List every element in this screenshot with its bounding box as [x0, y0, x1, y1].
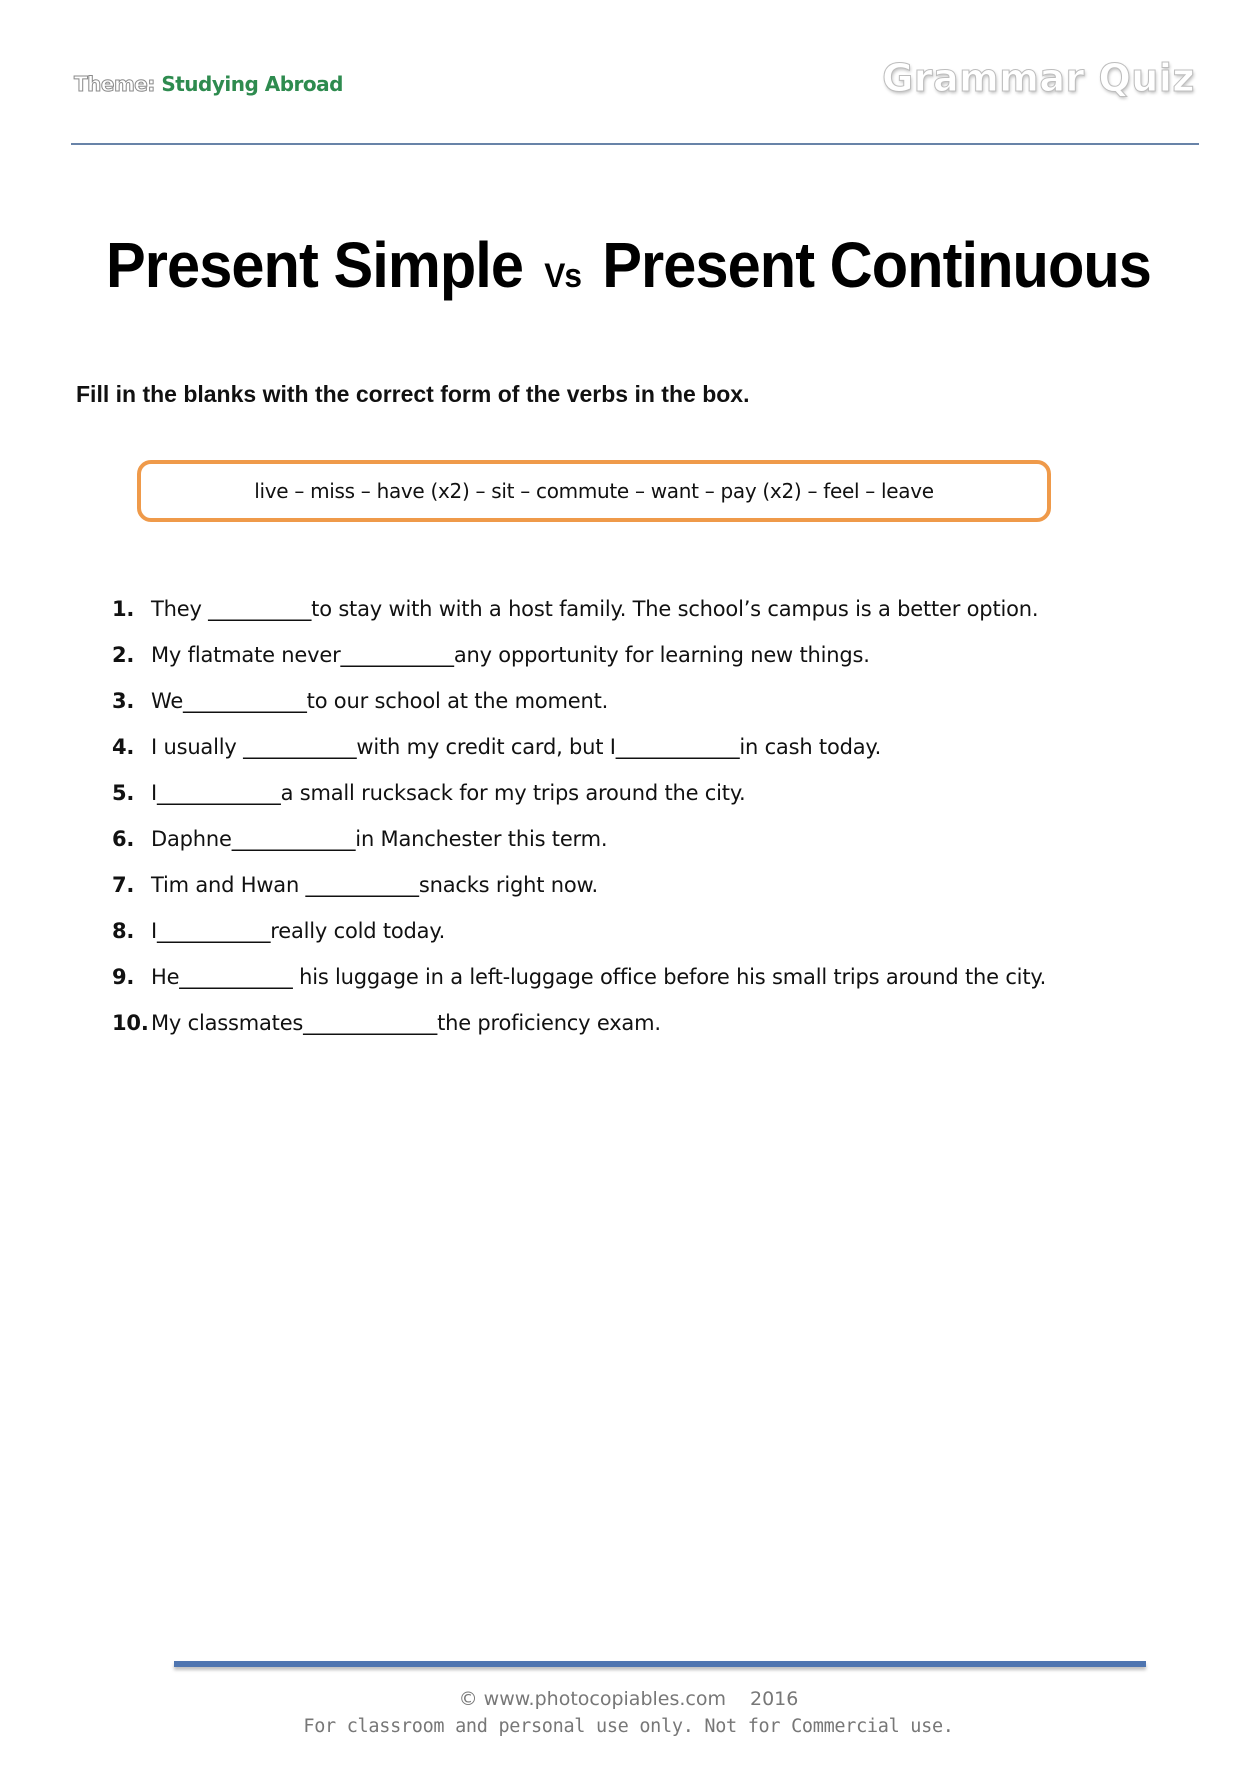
question-number: 8. [112, 919, 135, 943]
header-divider [71, 143, 1199, 145]
question-text: They __________to stay with with a host family. The school’s campus is a better option. [151, 597, 1039, 621]
instructions: Fill in the blanks with the correct form of the verbs in the box. [76, 381, 750, 407]
question-text: My classmates_____________the proficiency exam. [151, 1011, 661, 1035]
question-number: 2. [112, 643, 135, 667]
question-number: 5. [112, 781, 135, 805]
question-item [112, 873, 1046, 919]
question-item [112, 827, 1046, 873]
verb-list: live – miss – have (x2) – sit – commute – want – pay (x2) – feel – leave [254, 479, 934, 503]
question-text: Tim and Hwan ___________snacks right now. [151, 873, 598, 897]
question-text: We____________to our school at the moment. [151, 689, 609, 713]
question-number: 6. [112, 827, 135, 851]
question-item [112, 1011, 1046, 1057]
question-item [112, 965, 1046, 1011]
theme-value: Studying Abroad [161, 72, 343, 96]
question-item [112, 689, 1046, 735]
verb-box [137, 460, 1051, 522]
question-text: I___________really cold today. [151, 919, 446, 943]
question-item [112, 643, 1046, 689]
title-part-1: Present Simple [106, 229, 524, 301]
question-text: He___________ his luggage in a left-luggage office before his small trips around the city. [151, 965, 1047, 989]
question-number: 4. [112, 735, 135, 759]
question-number: 7. [112, 873, 135, 897]
question-number: 3. [112, 689, 135, 713]
question-item [112, 735, 1046, 781]
title-part-2: Present Continuous [602, 229, 1151, 301]
question-text: My flatmate never___________any opportunity for learning new things. [151, 643, 870, 667]
question-list [112, 597, 1046, 1057]
question-text: I____________a small rucksack for my trips around the city. [151, 781, 746, 805]
title-vs: Vs [544, 257, 582, 295]
question-item [112, 919, 1046, 965]
theme-prefix: Theme: [74, 72, 155, 96]
question-item [112, 597, 1046, 643]
quiz-type-label: Grammar Quiz [882, 56, 1195, 100]
question-text: Daphne____________in Manchester this term. [151, 827, 608, 851]
footer-divider [174, 1661, 1146, 1667]
copyright-year: 2016 [750, 1688, 799, 1710]
theme-label [74, 72, 343, 96]
question-number: 10. [112, 1011, 149, 1035]
page-title [44, 228, 1213, 302]
question-number: 1. [112, 597, 135, 621]
footer-copyright [0, 1688, 1257, 1710]
question-item [112, 781, 1046, 827]
footer-notice: For classroom and personal use only. Not for Commercial use. [303, 1716, 954, 1737]
question-number: 9. [112, 965, 135, 989]
copyright-text: © www.photocopiables.com [458, 1688, 726, 1710]
question-text: I usually ___________with my credit card, but I____________in cash today. [151, 735, 882, 759]
